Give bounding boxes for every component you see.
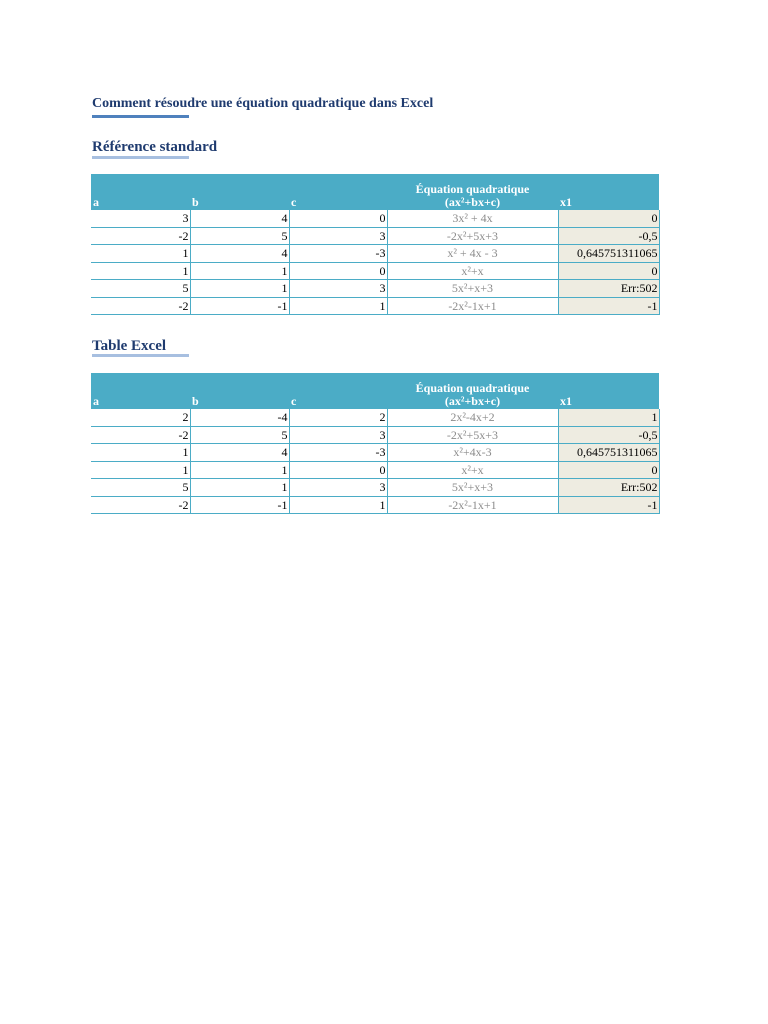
table-row	[91, 262, 659, 280]
cell-eq[interactable]: 3x² + 4x	[387, 210, 558, 227]
cell-c[interactable]: -3	[289, 444, 387, 462]
cell-a[interactable]: 1	[91, 245, 190, 263]
table-header-row	[91, 373, 659, 409]
table-row	[91, 444, 659, 462]
cell-b[interactable]: 1	[190, 479, 289, 497]
cell-eq[interactable]: -2x²+5x+3	[387, 426, 558, 444]
cell-b[interactable]: 1	[190, 262, 289, 280]
cell-eq[interactable]: -2x²-1x+1	[387, 496, 558, 514]
table-row	[91, 210, 659, 227]
cell-eq[interactable]: 5x²+x+3	[387, 479, 558, 497]
cell-x1[interactable]: 1	[558, 409, 659, 426]
cell-a[interactable]: 1	[91, 444, 190, 462]
table-row	[91, 409, 659, 426]
section-heading-excel-table: Table Excel	[92, 338, 167, 354]
cell-eq[interactable]: 2x²-4x+2	[387, 409, 558, 426]
cell-x1[interactable]: -1	[558, 496, 659, 514]
cell-eq[interactable]: x²+x	[387, 262, 558, 280]
cell-a[interactable]: 5	[91, 280, 190, 298]
cell-b[interactable]: 5	[190, 426, 289, 444]
table-row	[91, 297, 659, 315]
cell-c[interactable]: 3	[289, 426, 387, 444]
title-underline	[92, 115, 189, 118]
cell-b[interactable]: -1	[190, 297, 289, 315]
cell-b[interactable]: -4	[190, 409, 289, 426]
cell-a[interactable]: 5	[91, 479, 190, 497]
cell-eq[interactable]: x² + 4x - 3	[387, 245, 558, 263]
header-x1: x1	[558, 373, 659, 409]
cell-a[interactable]: 1	[91, 262, 190, 280]
cell-eq[interactable]: -2x²-1x+1	[387, 297, 558, 315]
cell-eq[interactable]: x²+x	[387, 461, 558, 479]
header-equation	[387, 174, 558, 210]
cell-a[interactable]: -2	[91, 496, 190, 514]
table-row	[91, 461, 659, 479]
table-row	[91, 227, 659, 245]
cell-x1[interactable]: 0,645751311065	[558, 245, 659, 263]
header-a: a	[91, 373, 190, 409]
header-equation-line1: Équation quadratique	[415, 182, 530, 196]
cell-x1[interactable]: -0,5	[558, 227, 659, 245]
cell-b[interactable]: 4	[190, 444, 289, 462]
cell-c[interactable]: 2	[289, 409, 387, 426]
table-row	[91, 426, 659, 444]
cell-c[interactable]: 3	[289, 227, 387, 245]
section-underline-standard	[92, 156, 189, 159]
cell-b[interactable]: 1	[190, 280, 289, 298]
cell-x1[interactable]: 0	[558, 210, 659, 227]
table-standard-reference	[91, 174, 660, 315]
cell-a[interactable]: 1	[91, 461, 190, 479]
section-underline-excel-table	[92, 354, 189, 357]
cell-b[interactable]: 5	[190, 227, 289, 245]
cell-x1[interactable]: -1	[558, 297, 659, 315]
cell-x1[interactable]: 0,645751311065	[558, 444, 659, 462]
cell-eq[interactable]: 5x²+x+3	[387, 280, 558, 298]
cell-a[interactable]: -2	[91, 297, 190, 315]
cell-x1[interactable]: -0,5	[558, 426, 659, 444]
header-a: a	[91, 174, 190, 210]
header-equation-line2: (ax²+bx+c)	[444, 195, 501, 209]
cell-a[interactable]: -2	[91, 227, 190, 245]
cell-a[interactable]: 3	[91, 210, 190, 227]
cell-c[interactable]: 0	[289, 461, 387, 479]
table-header-row	[91, 174, 659, 210]
table-row	[91, 479, 659, 497]
table-row	[91, 280, 659, 298]
header-equation-line2: (ax²+bx+c)	[444, 394, 501, 408]
cell-x1[interactable]: Err:502	[558, 280, 659, 298]
cell-b[interactable]: 4	[190, 245, 289, 263]
document-title: Comment résoudre une équation quadratique dans Excel	[92, 96, 434, 111]
cell-b[interactable]: 4	[190, 210, 289, 227]
header-equation-line1: Équation quadratique	[415, 381, 530, 395]
table-row	[91, 245, 659, 263]
cell-c[interactable]: 0	[289, 262, 387, 280]
cell-c[interactable]: 1	[289, 297, 387, 315]
cell-c[interactable]: 3	[289, 280, 387, 298]
cell-a[interactable]: -2	[91, 426, 190, 444]
cell-eq[interactable]: x²+4x-3	[387, 444, 558, 462]
cell-c[interactable]: 3	[289, 479, 387, 497]
header-c: c	[289, 373, 387, 409]
header-b: b	[190, 373, 289, 409]
cell-c[interactable]: -3	[289, 245, 387, 263]
header-b: b	[190, 174, 289, 210]
cell-a[interactable]: 2	[91, 409, 190, 426]
table-excel	[91, 373, 660, 514]
table-row	[91, 496, 659, 514]
cell-eq[interactable]: -2x²+5x+3	[387, 227, 558, 245]
cell-x1[interactable]: Err:502	[558, 479, 659, 497]
cell-b[interactable]: -1	[190, 496, 289, 514]
cell-c[interactable]: 1	[289, 496, 387, 514]
header-equation	[387, 373, 558, 409]
header-x1: x1	[558, 174, 659, 210]
cell-c[interactable]: 0	[289, 210, 387, 227]
header-c: c	[289, 174, 387, 210]
cell-x1[interactable]: 0	[558, 262, 659, 280]
cell-b[interactable]: 1	[190, 461, 289, 479]
section-heading-standard: Référence standard	[92, 139, 218, 155]
cell-x1[interactable]: 0	[558, 461, 659, 479]
